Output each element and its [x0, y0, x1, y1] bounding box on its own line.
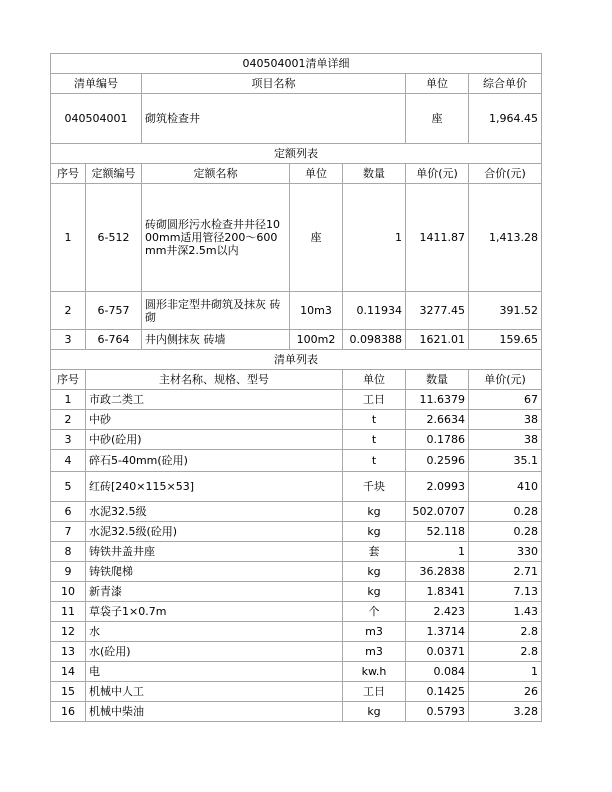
material-qty: 1.3714 [406, 622, 469, 642]
material-name: 铸铁爬梯 [86, 562, 343, 582]
material-unit: t [343, 450, 406, 472]
material-row [51, 602, 542, 622]
header-unit: 单位 [406, 74, 469, 94]
material-row [51, 390, 542, 410]
material-row [51, 472, 542, 502]
material-no: 13 [51, 642, 86, 662]
quota-section-row [51, 144, 542, 164]
quota-no: 1 [51, 184, 86, 292]
quota-total: 159.65 [469, 330, 542, 350]
material-price: 1 [469, 662, 542, 682]
material-header-no: 序号 [51, 370, 86, 390]
material-price: 0.28 [469, 522, 542, 542]
material-price: 38 [469, 430, 542, 450]
material-section-title: 清单列表 [51, 350, 542, 370]
material-price: 330 [469, 542, 542, 562]
material-row [51, 562, 542, 582]
header-unit-price: 综合单价 [469, 74, 542, 94]
material-header-qty: 数量 [406, 370, 469, 390]
quota-header-name: 定额名称 [142, 164, 290, 184]
material-no: 10 [51, 582, 86, 602]
material-no: 16 [51, 702, 86, 722]
material-name: 草袋子1×0.7m [86, 602, 343, 622]
material-qty: 0.1786 [406, 430, 469, 450]
quota-qty: 1 [343, 184, 406, 292]
bill-row [51, 94, 542, 144]
quota-row [51, 184, 542, 292]
material-price: 35.1 [469, 450, 542, 472]
quota-price: 1411.87 [406, 184, 469, 292]
material-list [51, 390, 542, 722]
material-unit: 套 [343, 542, 406, 562]
quota-code: 6-764 [86, 330, 142, 350]
quota-name: 井内侧抹灰 砖墙 [142, 330, 290, 350]
material-header-unit: 单位 [343, 370, 406, 390]
quota-price: 3277.45 [406, 292, 469, 330]
material-qty: 36.2838 [406, 562, 469, 582]
quota-unit: 100m2 [290, 330, 343, 350]
material-no: 12 [51, 622, 86, 642]
material-row [51, 582, 542, 602]
quota-header-total: 合价(元) [469, 164, 542, 184]
quota-unit: 10m3 [290, 292, 343, 330]
material-unit: kg [343, 582, 406, 602]
material-row [51, 642, 542, 662]
material-qty: 1.8341 [406, 582, 469, 602]
material-unit: 工日 [343, 390, 406, 410]
material-no: 9 [51, 562, 86, 582]
quota-name: 砖砌圆形污水检查井井径1000mm适用管径200～600mm井深2.5m以内 [142, 184, 290, 292]
material-price: 3.28 [469, 702, 542, 722]
material-qty: 2.6634 [406, 410, 469, 430]
quota-header-row [51, 164, 542, 184]
material-qty: 0.2596 [406, 450, 469, 472]
material-name: 水泥32.5级 [86, 502, 343, 522]
material-price: 7.13 [469, 582, 542, 602]
quota-header-unit: 单位 [290, 164, 343, 184]
quota-price: 1621.01 [406, 330, 469, 350]
material-unit: 个 [343, 602, 406, 622]
material-unit: 千块 [343, 472, 406, 502]
material-unit: kg [343, 562, 406, 582]
quota-total: 391.52 [469, 292, 542, 330]
quota-qty: 0.11934 [343, 292, 406, 330]
material-row [51, 502, 542, 522]
quota-total: 1,413.28 [469, 184, 542, 292]
material-no: 8 [51, 542, 86, 562]
material-qty: 11.6379 [406, 390, 469, 410]
material-qty: 52.118 [406, 522, 469, 542]
quota-header-price: 单价(元) [406, 164, 469, 184]
material-unit: kg [343, 502, 406, 522]
material-price: 26 [469, 682, 542, 702]
material-name: 水泥32.5级(砼用) [86, 522, 343, 542]
material-qty: 0.084 [406, 662, 469, 682]
quota-section-title: 定额列表 [51, 144, 542, 164]
material-name: 市政二类工 [86, 390, 343, 410]
material-price: 2.8 [469, 622, 542, 642]
material-unit: kg [343, 702, 406, 722]
quota-code: 6-757 [86, 292, 142, 330]
material-name: 机械中人工 [86, 682, 343, 702]
material-name: 机械中柴油 [86, 702, 343, 722]
material-no: 6 [51, 502, 86, 522]
material-qty: 1 [406, 542, 469, 562]
bill-detail-table [50, 53, 542, 722]
material-price: 2.71 [469, 562, 542, 582]
material-name: 中砂(砼用) [86, 430, 343, 450]
quota-no: 2 [51, 292, 86, 330]
material-no: 3 [51, 430, 86, 450]
material-price: 67 [469, 390, 542, 410]
quota-name: 圆形非定型井砌筑及抹灰 砖砌 [142, 292, 290, 330]
material-qty: 2.423 [406, 602, 469, 622]
material-qty: 502.0707 [406, 502, 469, 522]
material-name: 电 [86, 662, 343, 682]
bill-name: 砌筑检查井 [142, 94, 406, 144]
material-row [51, 702, 542, 722]
material-name: 铸铁井盖井座 [86, 542, 343, 562]
material-price: 2.8 [469, 642, 542, 662]
quota-row [51, 292, 542, 330]
material-header-name: 主材名称、规格、型号 [86, 370, 343, 390]
material-qty: 0.1425 [406, 682, 469, 702]
quota-header-code: 定额编号 [86, 164, 142, 184]
quota-header-qty: 数量 [343, 164, 406, 184]
quota-header-no: 序号 [51, 164, 86, 184]
material-name: 水 [86, 622, 343, 642]
material-row [51, 682, 542, 702]
material-no: 5 [51, 472, 86, 502]
material-price: 1.43 [469, 602, 542, 622]
material-price: 410 [469, 472, 542, 502]
bill-price: 1,964.45 [469, 94, 542, 144]
material-price: 0.28 [469, 502, 542, 522]
material-unit: m3 [343, 642, 406, 662]
material-name: 碎石5-40mm(砼用) [86, 450, 343, 472]
material-name: 红砖[240×115×53] [86, 472, 343, 502]
material-unit: t [343, 410, 406, 430]
material-header-price: 单价(元) [469, 370, 542, 390]
bill-code: 040504001 [51, 94, 142, 144]
bill-header-row [51, 74, 542, 94]
table-title: 040504001清单详细 [51, 54, 542, 74]
quota-no: 3 [51, 330, 86, 350]
material-unit: kw.h [343, 662, 406, 682]
quota-row [51, 330, 542, 350]
material-unit: 工日 [343, 682, 406, 702]
material-row [51, 450, 542, 472]
material-name: 新青漆 [86, 582, 343, 602]
material-price: 38 [469, 410, 542, 430]
material-row [51, 430, 542, 450]
material-unit: kg [343, 522, 406, 542]
material-name: 水(砼用) [86, 642, 343, 662]
material-no: 4 [51, 450, 86, 472]
material-name: 中砂 [86, 410, 343, 430]
material-unit: m3 [343, 622, 406, 642]
quota-unit: 座 [290, 184, 343, 292]
material-row [51, 622, 542, 642]
material-unit: t [343, 430, 406, 450]
material-no: 2 [51, 410, 86, 430]
bill-unit: 座 [406, 94, 469, 144]
material-row [51, 410, 542, 430]
material-row [51, 542, 542, 562]
material-qty: 0.0371 [406, 642, 469, 662]
material-no: 14 [51, 662, 86, 682]
title-row [51, 54, 542, 74]
material-row [51, 662, 542, 682]
header-item-name: 项目名称 [142, 74, 406, 94]
material-no: 7 [51, 522, 86, 542]
material-no: 11 [51, 602, 86, 622]
header-bill-code: 清单编号 [51, 74, 142, 94]
material-header-row [51, 370, 542, 390]
material-section-row [51, 350, 542, 370]
material-qty: 0.5793 [406, 702, 469, 722]
material-qty: 2.0993 [406, 472, 469, 502]
material-no: 15 [51, 682, 86, 702]
quota-qty: 0.098388 [343, 330, 406, 350]
material-no: 1 [51, 390, 86, 410]
material-row [51, 522, 542, 542]
quota-code: 6-512 [86, 184, 142, 292]
